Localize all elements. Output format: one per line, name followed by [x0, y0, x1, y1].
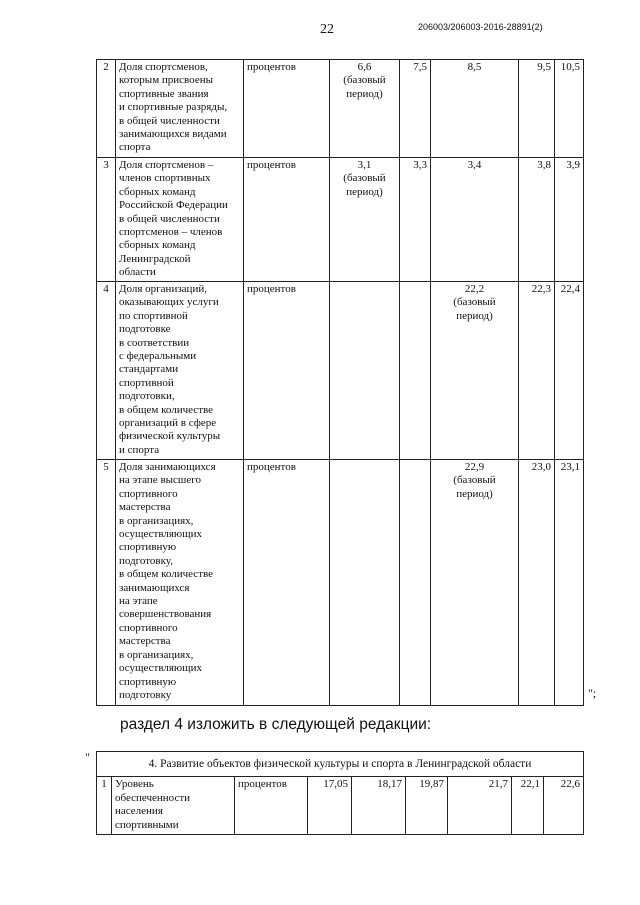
section-title-row	[97, 752, 584, 777]
table-row	[97, 60, 584, 158]
value-cell: 10,5	[555, 60, 584, 158]
unit-cell: процентов	[235, 777, 308, 835]
indicator-name: Уровень обеспеченности населения спортивными	[112, 777, 235, 835]
value-cell: 3,4	[431, 158, 519, 282]
indicators-table	[96, 59, 584, 706]
row-number: 1	[97, 777, 112, 835]
row-number: 5	[97, 460, 116, 706]
value-cell: 3,9	[555, 158, 584, 282]
indicator-name: Доля спортсменов, которым присвоены спортивные звания и спортивные разряды, в общей численности занимающихся видами спорта	[116, 60, 244, 158]
row-number: 4	[97, 282, 116, 460]
value-cell: 18,17	[352, 777, 406, 835]
instruction-text: раздел 4 изложить в следующей редакции:	[120, 716, 432, 733]
row-number: 2	[97, 60, 116, 158]
value-cell: 23,1	[555, 460, 584, 706]
value-cell: 22,3	[519, 282, 555, 460]
value-cell: 6,6 (базовый период)	[330, 60, 400, 158]
closing-quote: ";	[588, 686, 597, 700]
table-row	[97, 282, 584, 460]
section-title: 4. Развитие объектов физической культуры и спорта в Ленинградской области	[97, 752, 584, 777]
value-cell	[330, 282, 400, 460]
page-number: 22	[320, 22, 334, 37]
value-cell: 3,1 (базовый период)	[330, 158, 400, 282]
document-code: 206003/206003-2016-28891(2)	[418, 22, 543, 32]
indicator-name: Доля спортсменов – членов спортивных сборных команд Российской Федерации в общей численности спортсменов – членов сборных команд Ленинградской области	[116, 158, 244, 282]
value-cell: 9,5	[519, 60, 555, 158]
value-cell	[330, 460, 400, 706]
value-cell	[400, 282, 431, 460]
value-cell: 22,1	[512, 777, 544, 835]
value-cell: 22,9 (базовый период)	[431, 460, 519, 706]
value-cell: 22,4	[555, 282, 584, 460]
value-cell: 17,05	[308, 777, 352, 835]
indicator-name: Доля организаций, оказывающих услуги по спортивной подготовке в соответствии с федеральными стандартами спортивной подготовки, в общем количестве организаций в сфере физической культуры и спорта	[116, 282, 244, 460]
section-4-table	[96, 751, 584, 835]
value-cell: 23,0	[519, 460, 555, 706]
value-cell: 3,8	[519, 158, 555, 282]
value-cell: 19,87	[406, 777, 448, 835]
table-row	[97, 777, 584, 835]
table-row	[97, 460, 584, 706]
opening-quote: "	[85, 750, 90, 764]
value-cell: 7,5	[400, 60, 431, 158]
value-cell: 21,7	[448, 777, 512, 835]
value-cell: 3,3	[400, 158, 431, 282]
table-row	[97, 158, 584, 282]
value-cell: 22,6	[544, 777, 584, 835]
unit-cell: процентов	[244, 60, 330, 158]
unit-cell: процентов	[244, 282, 330, 460]
value-cell: 22,2 (базовый период)	[431, 282, 519, 460]
unit-cell: процентов	[244, 460, 330, 706]
unit-cell: процентов	[244, 158, 330, 282]
value-cell: 8,5	[431, 60, 519, 158]
value-cell	[400, 460, 431, 706]
indicator-name: Доля занимающихся на этапе высшего спортивного мастерства в организациях, осуществляющих спортивную подготовку, в общем количестве занимающихся на этапе совершенствования спортивного мастерства в организациях, осуществляющих спортивную подготовку	[116, 460, 244, 706]
row-number: 3	[97, 158, 116, 282]
